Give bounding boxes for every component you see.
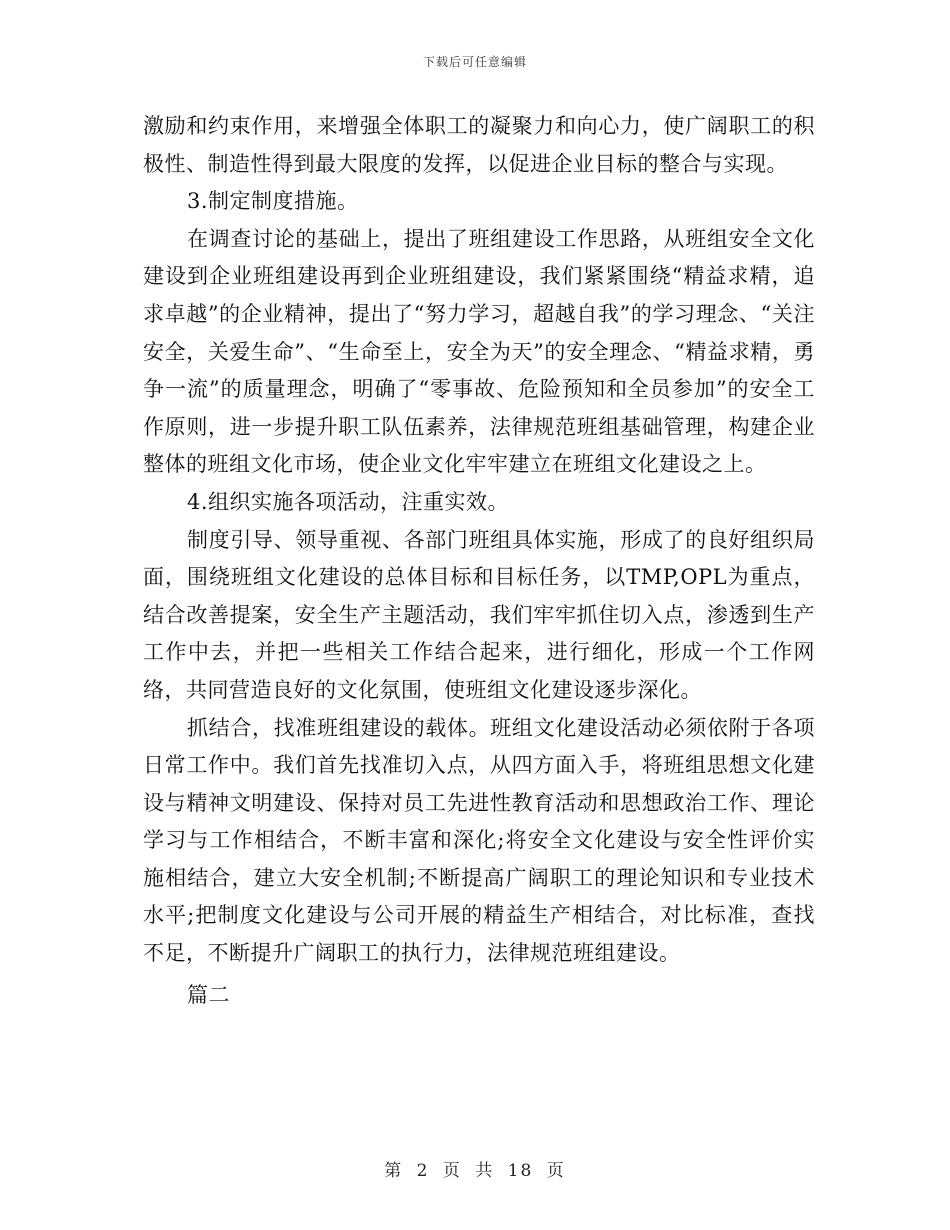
paragraph-work-ideas: 在调查讨论的基础上，提出了班组建设工作思路，从班组安全文化建设到企业班组建设再到企业班组建设，我们紧紧围绕“精益求精，追求卓越”的企业精神，提出了“努力学习，超越自我”的学习理念、“关注安全，关爱生命”、“生命至上，安全为天”的安全理念、“精益求精，勇争一流”的质量理念，明确了“零事故、危险预知和全员参加”的安全工作原则，进一步提升职工队伍素养，法律规范班组基础管理，构建企业整体的班组文化市场，使企业文化牢牢建立在班组文化建设之上。	[143, 226, 815, 477]
page-footer: 第 2 页 共 18 页	[384, 1161, 566, 1181]
paragraph-integration: 抓结合，找准班组建设的载体。班组文化建设活动必须依附于各项日常工作中。我们首先找准切入点，从四方面入手，将班组思想文化建设与精神文明建设、保持对员工先进性教育活动和思想政治工作、理论学习与工作相结合，不断丰富和深化;将安全文化建设与安全性评价实施相结合，建立大安全机制;不断提高广阔职工的理论知识和专业技术水平;把制度文化建设与公司开展的精益生产相结合，对比标准，查找不足，不断提升广阔职工的执行力，法律规范班组建设。	[143, 715, 815, 966]
document-body	[143, 108, 815, 1014]
paragraph-implementation: 制度引导、领导重视、各部门班组具体实施，形成了的良好组织局面，围绕班组文化建设的总体目标和目标任务，以TMP,OPL为重点，结合改善提案，安全生产主题活动，我们牢牢抓住切入点，渗透到生产工作中去，并把一些相关工作结合起来，进行细化，形成一个工作网络，共同营造良好的文化氛围，使班组文化建设逐步深化。	[143, 527, 815, 702]
section-heading-3: 3.制定制度措施。	[187, 189, 359, 214]
page-header: 下载后可任意编辑	[422, 55, 527, 69]
section-title-part-two: 篇二	[187, 982, 230, 1007]
paragraph-continuation: 激励和约束作用，来增强全体职工的凝聚力和向心力，使广阔职工的积极性、制造性得到最大限度的发挥，以促进企业目标的整合与实现。	[143, 114, 815, 176]
section-heading-4: 4.组织实施各项活动，注重实效。	[187, 489, 510, 514]
